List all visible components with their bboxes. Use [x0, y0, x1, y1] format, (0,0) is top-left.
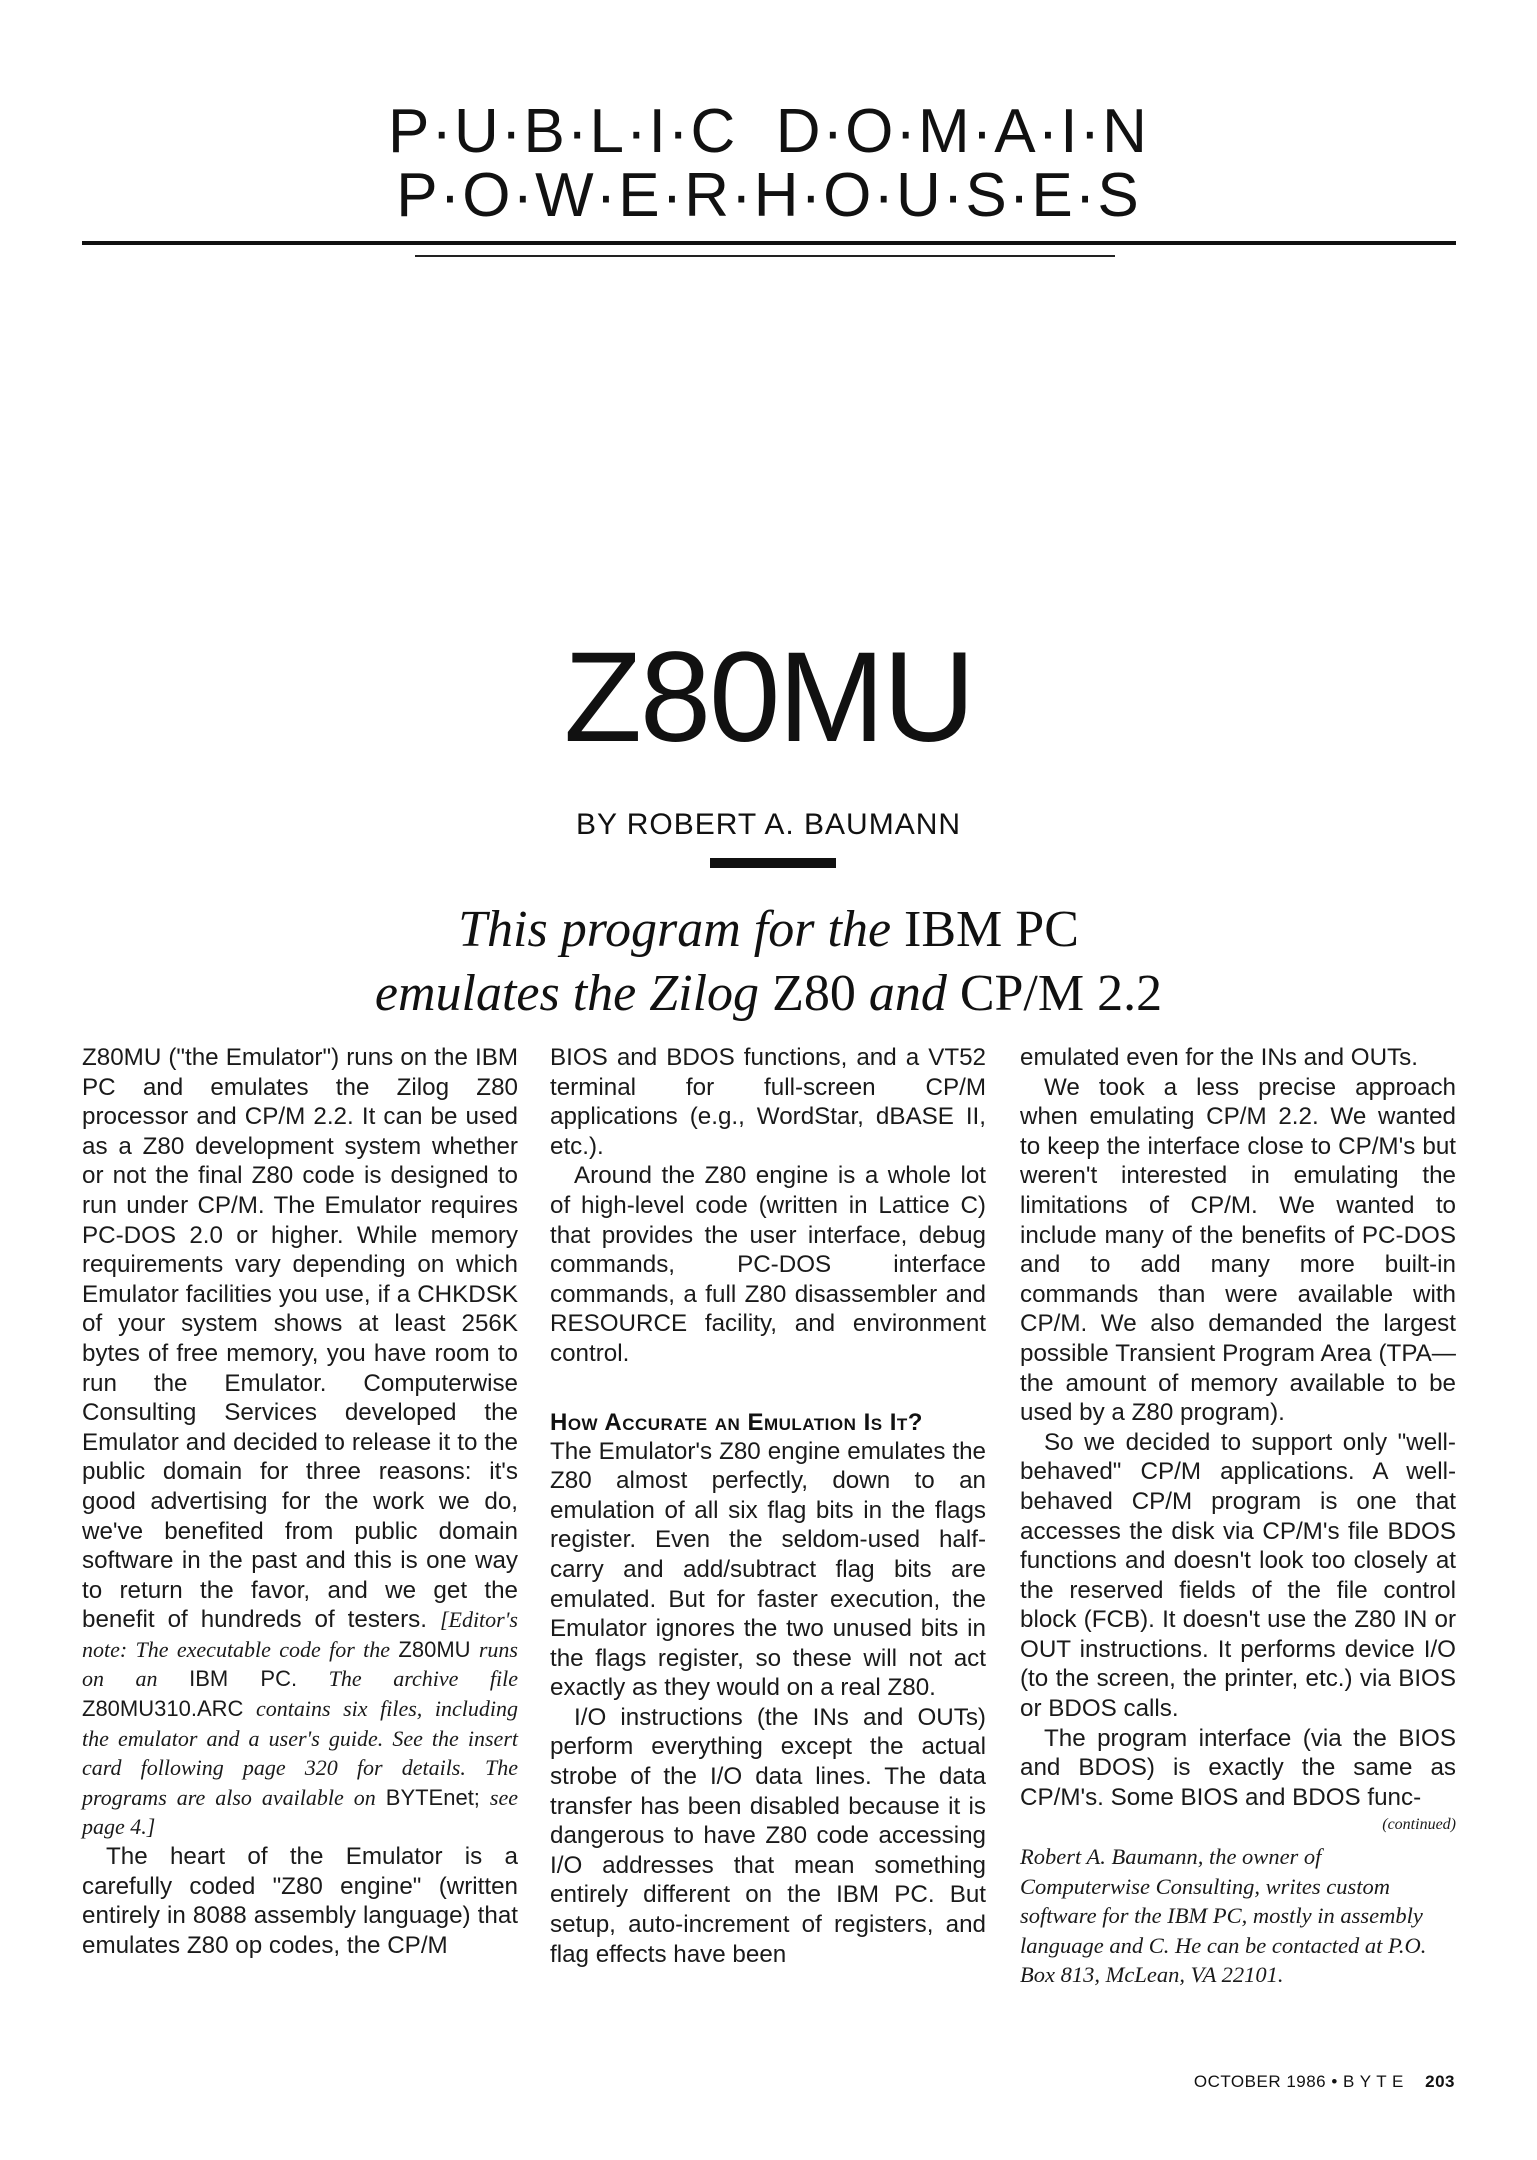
col1-paragraph-1 [82, 1043, 518, 1842]
section-heading: How Accurate an Emulation Is It? [550, 1408, 923, 1436]
col2-paragraph-3: The Emulator's Z80 engine emulates the Z80 almost perfectly, down to an emulation of all six flag bits in the flags register. Even the seldom-used half-carry and add/subtract flag bits are emulated. But for faster execution, the Emulator ignores the two unused bits in the flags register, so these will not act exactly as they would on a real Z80. [550, 1437, 986, 1702]
col3-paragraph-2: We took a less precise approach when emulating CP/M 2.2. We wanted to keep the interface close to CP/M's but weren't interested in emulating the limitations of CP/M. We wanted to include many of the benefits of PC-DOS and to add many more built-in commands than were available with CP/M. We also demanded the largest possible Transient Program Area (TPA—the amount of memory available to be used by a Z80 program). [1020, 1073, 1456, 1427]
note-h: BYTEnet; [385, 1784, 480, 1810]
editors-note [82, 1607, 518, 1839]
byline: BY ROBERT A. BAUMANN [575, 808, 962, 841]
note-i: see page 4.] [82, 1784, 519, 1840]
col3-paragraph-3: So we decided to support only "well-behaved" CP/M applications. A well-behaved CP/M program is one that accesses the disk via CP/M's file BDOS functions and doesn't look too closely at the reserved fields of the file control block (FCB). It doesn't use the Z80 IN or OUT instructions. It performs device I/O (to the screen, the printer, etc.) via BIOS or BDOS calls. [1020, 1428, 1456, 1723]
col2-paragraph-2: Around the Z80 engine is a whole lot of high-level code (written in Lattice C) that provides the user interface, debug commands, PC-DOS interface commands, a full Z80 disassembler and RESOURCE facility, and environment control. [550, 1162, 986, 1367]
subtitle-upright-2: Z80 [772, 965, 856, 1022]
note-g: contains six files, including the emulator and a user's guide. See the insert card following page 320 for details. The programs are also available on [82, 1696, 518, 1810]
column-2 [550, 1043, 986, 1969]
continued-label: (continued) [1382, 1816, 1456, 1834]
column-1 [82, 1043, 518, 1960]
section-header-line-1: P·U·B·L·I·C D·O·M·A·I·N [388, 97, 1149, 166]
subtitle-upright-1: IBM PC [904, 901, 1079, 958]
subtitle-upright-3: CP/M 2.2 [959, 965, 1163, 1022]
author-bio: Robert A. Baumann, the owner of Computerwise Consulting, writes custom software for the IBM PC, mostly in assembly language and C. He can be contacted at P.O. Box 813, McLean, VA 22101. [1020, 1844, 1427, 1988]
header-rule-thin [415, 255, 1115, 257]
note-f: Z80MU310.ARC [82, 1696, 244, 1722]
subtitle-italic-1: This program for the [458, 901, 892, 958]
issue-line: OCTOBER 1986 • B Y T E [1193, 2072, 1404, 2091]
article-title: Z80MU [563, 626, 974, 769]
page-footer [1194, 2070, 1455, 2094]
page-number: 203 [1425, 2072, 1455, 2091]
subtitle-line-1 [0, 898, 1537, 962]
article-subtitle [0, 898, 1537, 1026]
subtitle-italic-3: and [868, 965, 947, 1022]
col3-paragraph-1: emulated even for the INs and OUTs. [1020, 1044, 1418, 1071]
byline-bar [710, 858, 836, 868]
note-c: runs on an [82, 1636, 518, 1692]
col2-paragraph-1: BIOS and BDOS functions, and a VT52 terminal for full-screen CP/M applications (e.g., WordStar, dBASE II, etc.). [550, 1044, 986, 1160]
note-d: IBM PC. [189, 1666, 298, 1692]
header-rule-thick [82, 241, 1456, 245]
column-3 [1020, 1043, 1456, 1990]
subtitle-italic-2: emulates the Zilog [374, 965, 760, 1022]
col2-paragraph-4: I/O instructions (the INs and OUTs) perform everything except the actual strobe of the I/O data lines. The data transfer has been disabled because it is dangerous to have Z80 code accessing I/O addresses that mean something entirely different on the IBM PC. But setup, auto-increment of registers, and flag effects have been [550, 1703, 986, 1968]
note-a: [Editor's note: The executable code for the [82, 1607, 518, 1662]
col1-paragraph-2: The heart of the Emulator is a carefully coded "Z80 engine" (written entirely in 8088 assembly language) that emulates Z80 op codes, the CP/M [82, 1843, 518, 1959]
col3-paragraph-4: The program interface (via the BIOS and BDOS) is exactly the same as CP/M's. Some BIOS and BDOS func- [1020, 1724, 1456, 1811]
note-e: The archive file [328, 1666, 519, 1692]
col1-p1-text: Z80MU ("the Emulator") runs on the IBM PC and emulates the Zilog Z80 processor and CP/M 2.2. It can be used as a Z80 development system whether or not the final Z80 code is designed to run under CP/M. The Emulator requires PC-DOS 2.0 or higher. While memory requirements vary depending on which Emulator facilities you use, if a CHKDSK of your system shows at least 256K bytes of free memory, you have room to run the Emulator. Computerwise Consulting Services developed the Emulator and decided to release it to the public domain for three reasons: it's good advertising for the work we do, we've benefited from public domain software in the past and this is one way to return the favor, and we get the benefit of hundreds of testers. [82, 1044, 518, 1634]
note-b: Z80MU [398, 1636, 471, 1662]
section-header-line-2: P·O·W·E·R·H·O·U·S·E·S [396, 161, 1141, 230]
subtitle-line-2 [0, 962, 1537, 1026]
section-header [0, 97, 1537, 230]
